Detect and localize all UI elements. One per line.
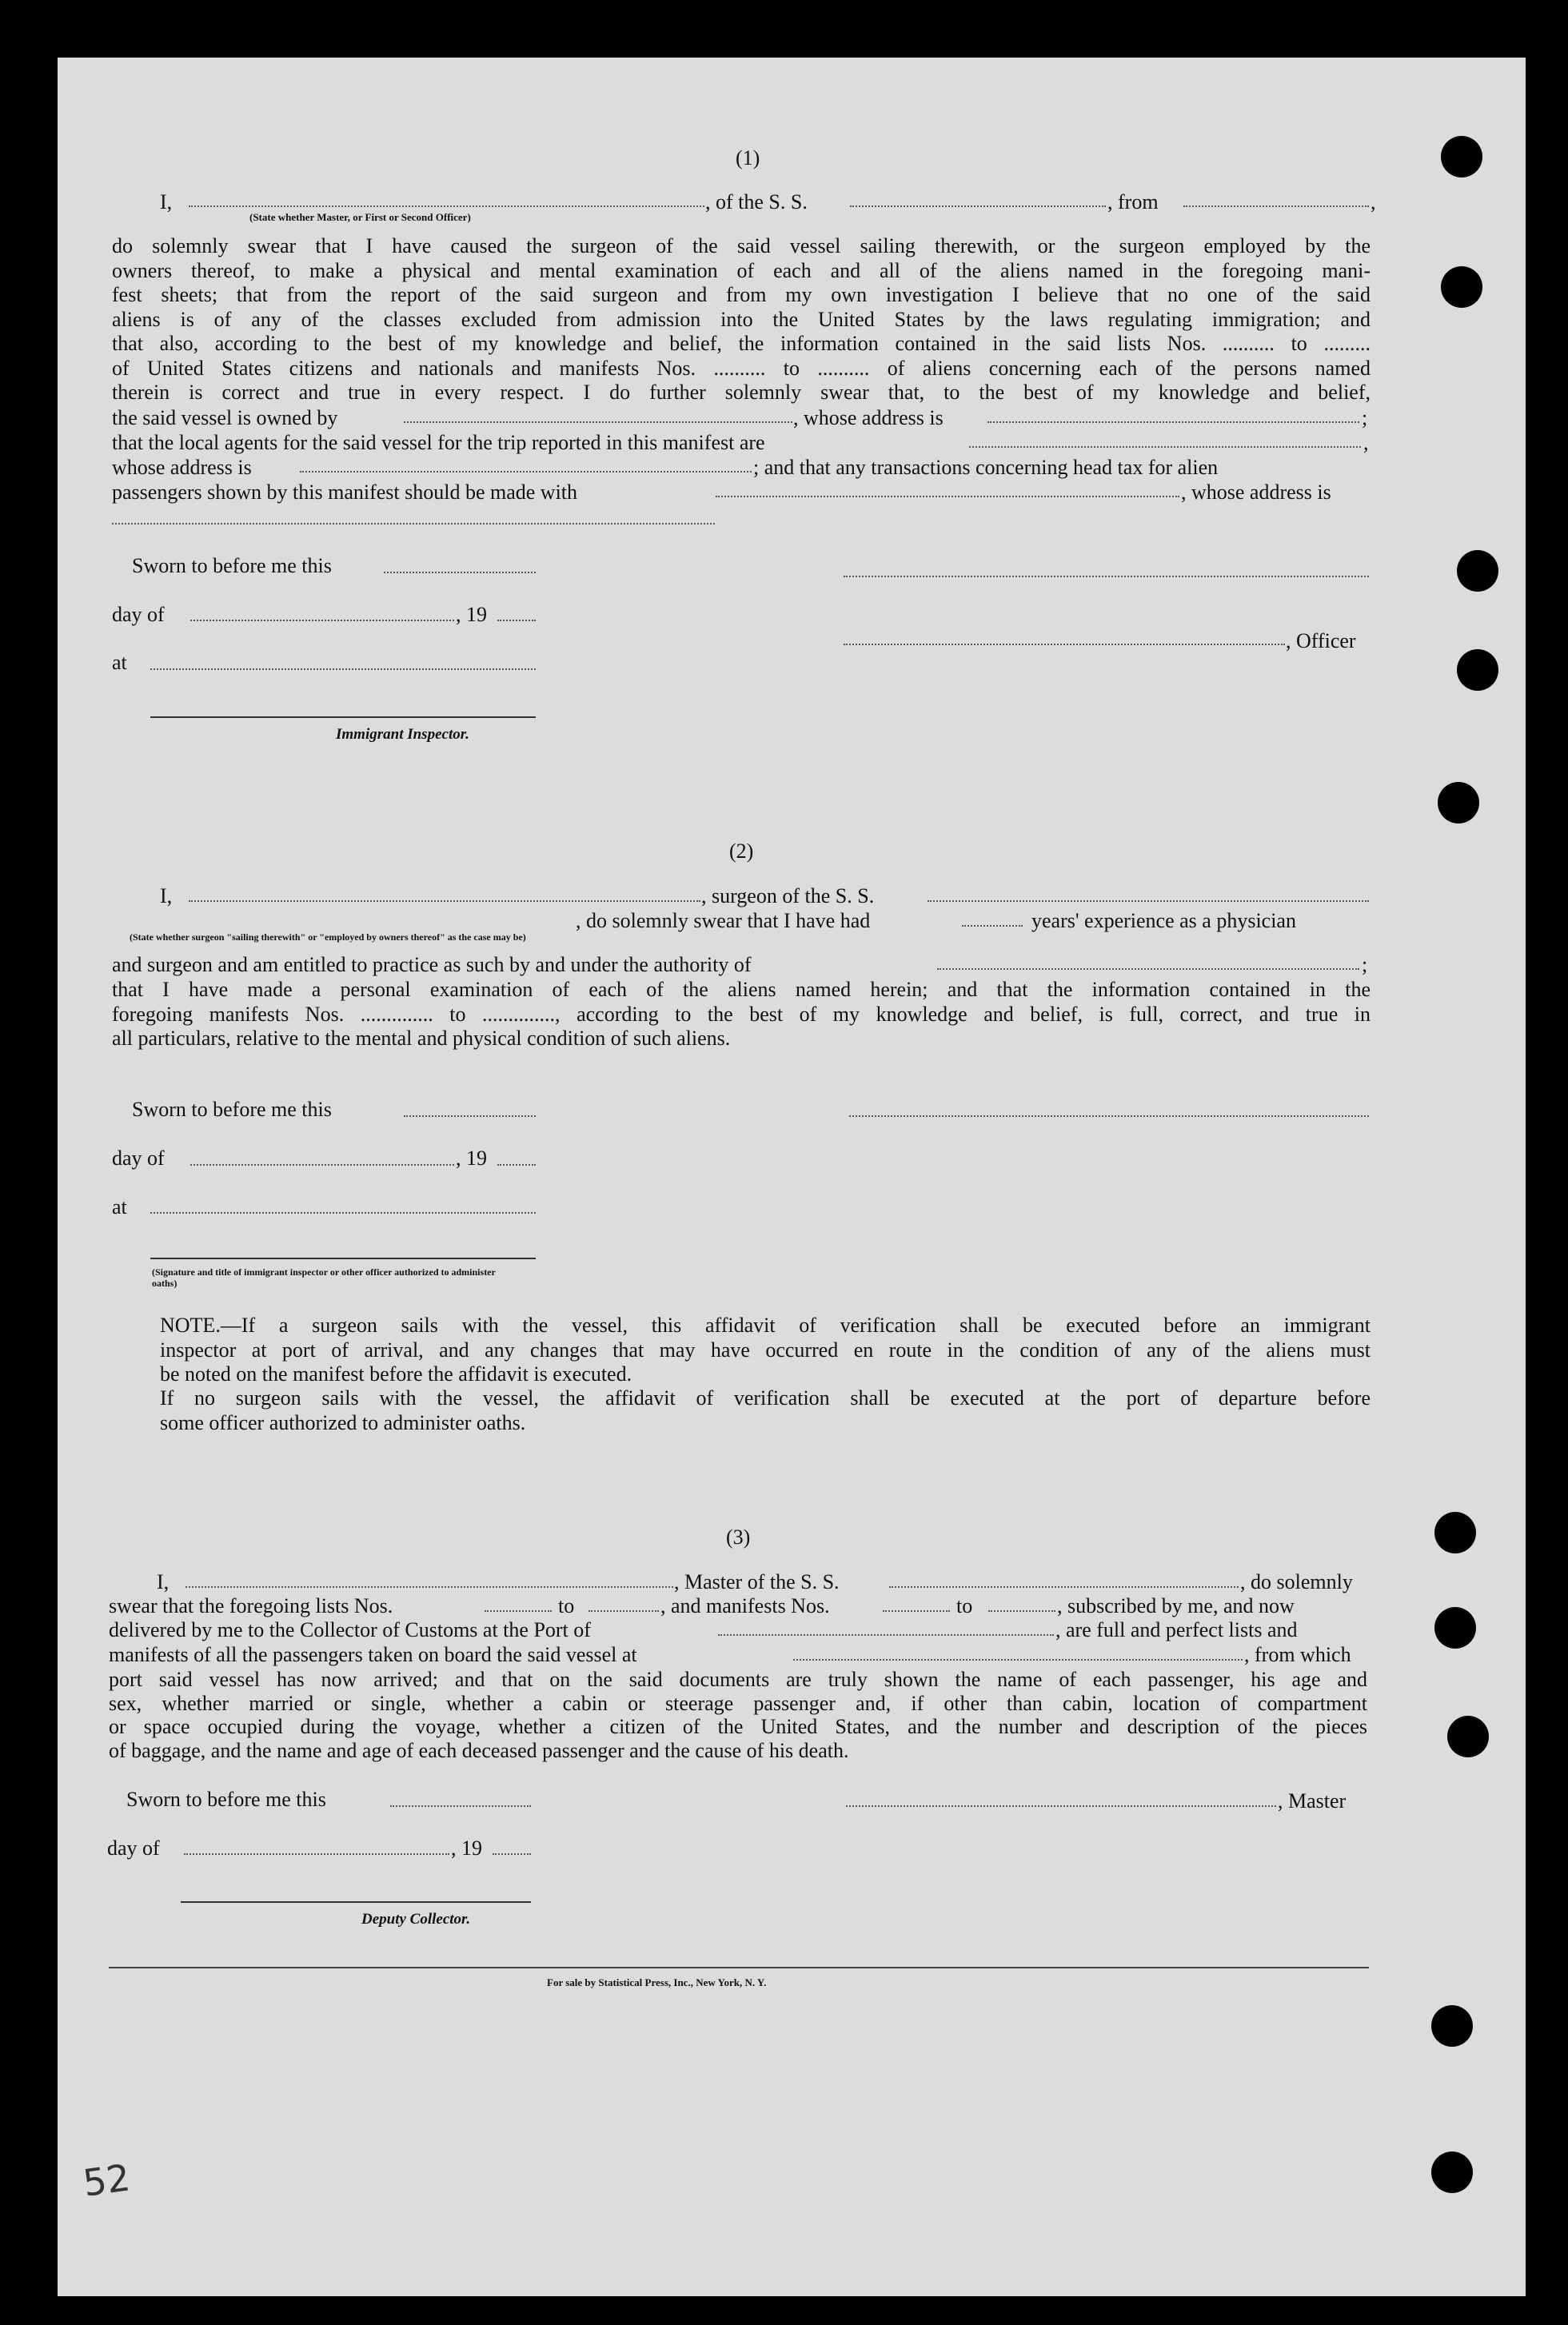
label-at: at — [112, 651, 127, 674]
label-subscribed: , subscribed by me, and now — [1057, 1594, 1295, 1617]
master-affidavit-paragraph: port said vessel has now arrived; and that on the said documents are truly shown the name of each passenger, his age and sex, whether married or single, whether a cabin or steerage passenger and, if other than cabin, location of compartment or space occupied during the voyage, whether a citizen of the United States, and the number and description of the pieces of baggage, and the name and age of each deceased passenger and the cause of his death. — [109, 1668, 1367, 1762]
label-19: , 19 — [456, 1147, 487, 1170]
vessel-field[interactable] — [850, 205, 1106, 207]
punch-hole — [1434, 1607, 1476, 1649]
owner-address-field[interactable] — [987, 421, 1359, 423]
year-field[interactable] — [497, 1164, 536, 1166]
surgeon-name-field[interactable] — [189, 900, 700, 902]
manifest-to-field[interactable] — [988, 1610, 1055, 1612]
printer-credit: For sale by Statistical Press, Inc., New York, N. Y. — [547, 1976, 767, 1988]
year-field[interactable] — [497, 620, 536, 621]
sworn-date-field[interactable] — [390, 1805, 531, 1807]
label-lists-nos: swear that the foregoing lists Nos. — [109, 1594, 393, 1617]
semicolon: ; — [1362, 953, 1368, 976]
years-field[interactable] — [962, 925, 1023, 927]
from-field[interactable] — [1183, 205, 1369, 207]
comma: , — [1371, 190, 1376, 213]
label-officer: , Officer — [1286, 629, 1356, 652]
punch-hole — [1457, 649, 1498, 691]
label-of-ss: , of the S. S. — [705, 190, 808, 213]
punch-hole — [1441, 136, 1482, 177]
note-paragraph: NOTE.—If a surgeon sails with the vessel, this affidavit of verification shall be executed before an immigrant inspector at port of arrival, and any changes that may have occurred en route in the condition of any of the aliens must be noted on the manifest before the affidavit is executed. — [160, 1314, 1371, 1386]
label-whose-address: whose address is — [112, 456, 252, 479]
departure-port-field[interactable] — [793, 1659, 1243, 1661]
label-years-experience: years' experience as a physician — [1031, 909, 1296, 932]
punch-hole — [1431, 2005, 1473, 2047]
collector-caption: Deputy Collector. — [361, 1911, 471, 1928]
label-master-of-ss: , Master of the S. S. — [674, 1570, 840, 1593]
affidavit-paragraph: do solemnly swear that I have caused the surgeon of the said vessel sailing therewith, or the surgeon employed by the owners thereof, to make a physical and mental examination of each and all of the aliens named in the foregoing mani- fest sheets; that from the report of the said surgeon and from my own investigation I believe that no one of the said aliens is of any of the classes excluded from admission into the United States by the laws regulating immigration; and that also, according to the best of my knowledge and belief, the information contained in the said lists Nos. .......... to ......... of United States citizens and nationals and manifests Nos. .......... to .......... of aliens concerning each of the persons named therein is correct and true in every respect. I do further solemnly swear that, to the best of my knowledge and belief, — [112, 234, 1371, 404]
authority-field[interactable] — [937, 968, 1359, 970]
label-from-which: , from which — [1244, 1643, 1351, 1666]
field-note: (State whether Master, or First or Second Officer) — [249, 211, 471, 223]
sworn-date-field[interactable] — [404, 1115, 536, 1117]
master-signature-field[interactable] — [846, 1805, 1276, 1807]
day-field[interactable] — [190, 1164, 454, 1166]
label-sworn: Sworn to before me this — [132, 554, 332, 577]
label-day-of: day of — [112, 1147, 165, 1170]
label-day-of: day of — [107, 1836, 160, 1860]
vessel-field[interactable] — [889, 1586, 1239, 1588]
label-do-solemnly: , do solemnly — [1240, 1570, 1353, 1593]
name-field[interactable] — [189, 205, 704, 207]
label-manifests-nos: , and manifests Nos. — [660, 1594, 830, 1617]
label-at: at — [112, 1195, 127, 1218]
label-owned-by: the said vessel is owned by — [112, 406, 338, 429]
label-surgeon-of-ss: , surgeon of the S. S. — [701, 884, 875, 907]
place-field[interactable] — [150, 668, 536, 670]
day-field[interactable] — [190, 620, 454, 621]
label-authority: and surgeon and am entitled to practice as such by and under the authority of — [112, 953, 752, 976]
comma: , — [1363, 431, 1369, 454]
port-field[interactable] — [718, 1634, 1054, 1636]
label-19: , 19 — [456, 603, 487, 626]
officer-name-field[interactable] — [844, 576, 1369, 577]
list-from-field[interactable] — [485, 1610, 552, 1612]
punch-hole — [1447, 1716, 1489, 1757]
label-from: , from — [1107, 190, 1159, 213]
label-full-perfect: , are full and perfect lists and — [1055, 1618, 1298, 1641]
semicolon: ; — [1362, 406, 1368, 429]
surgeon-signature-field[interactable] — [849, 1115, 1369, 1117]
label-swear-years: , do solemnly swear that I have had — [576, 909, 871, 932]
punch-hole — [1438, 782, 1479, 824]
signer-note: (Signature and title of immigrant inspector or other officer authorized to administer oaths) — [152, 1266, 496, 1289]
head-tax-agent-field[interactable] — [716, 496, 1179, 497]
officer-title-field[interactable] — [844, 644, 1285, 645]
field-note: (State whether surgeon "sailing therewith" or "employed by owners thereof" as the case may be) — [130, 931, 526, 943]
punch-hole — [1457, 550, 1498, 592]
surgeon-affidavit-paragraph: that I have made a personal examination of each of the aliens named herein; and that the information contained in the foregoing manifests Nos. .............. to .............., according to the best of my knowledge and belief, is full, correct, and true in all particulars, relative to the mental and physical condition of such aliens. — [112, 978, 1371, 1050]
label-sworn: Sworn to before me this — [126, 1788, 326, 1811]
label-head-tax: ; and that any transactions concerning head tax for alien — [753, 456, 1219, 479]
inspector-caption: Immigrant Inspector. — [336, 726, 469, 743]
place-field[interactable] — [150, 1212, 536, 1214]
list-to-field[interactable] — [588, 1610, 659, 1612]
label-to: to — [956, 1594, 973, 1617]
section-number: (1) — [736, 146, 760, 169]
label-passengers-shown: passengers shown by this manifest should be made with — [112, 481, 578, 504]
label-whose-address: , whose address is — [793, 406, 944, 429]
label-local-agents: that the local agents for the said vessel for the trip reported in this manifest are — [112, 431, 765, 454]
inspector-signature-line[interactable] — [150, 716, 536, 718]
master-name-field[interactable] — [186, 1586, 673, 1588]
section-number: (2) — [729, 839, 754, 863]
owner-field[interactable] — [404, 421, 792, 423]
no-surgeon-paragraph: If no surgeon sails with the vessel, the affidavit of verification shall be executed at the port of departure before some officer authorized to administer oaths. — [160, 1386, 1371, 1434]
label-i: I, — [160, 884, 173, 907]
label-i: I, — [160, 190, 173, 213]
label-day-of: day of — [112, 603, 165, 626]
punch-hole — [1431, 2152, 1473, 2193]
label-to: to — [558, 1594, 575, 1617]
label-master: , Master — [1278, 1789, 1347, 1813]
year-field[interactable] — [493, 1853, 531, 1855]
label-sworn: Sworn to before me this — [132, 1098, 332, 1121]
collector-signature-line[interactable] — [181, 1901, 531, 1903]
label-whose-address: , whose address is — [1181, 481, 1331, 504]
agents-address-field[interactable] — [300, 471, 752, 473]
label-manifests-all: manifests of all the passengers taken on board the said vessel at — [109, 1643, 637, 1666]
label-19: , 19 — [451, 1836, 482, 1860]
head-tax-address-field[interactable] — [112, 523, 715, 524]
manifest-from-field[interactable] — [883, 1610, 950, 1612]
day-field[interactable] — [184, 1853, 449, 1855]
label-delivered: delivered by me to the Collector of Customs at the Port of — [109, 1618, 591, 1641]
footer-rule — [109, 1967, 1369, 1968]
vessel-field[interactable] — [928, 900, 1369, 902]
label-i: I, — [157, 1570, 170, 1593]
agents-field[interactable] — [969, 446, 1361, 448]
section-number: (3) — [726, 1525, 751, 1549]
sworn-date-field[interactable] — [384, 572, 536, 573]
punch-hole — [1434, 1512, 1476, 1553]
inspector-signature-line[interactable] — [150, 1258, 536, 1259]
handwritten-page-number: 52 — [80, 2156, 134, 2205]
punch-hole — [1441, 266, 1482, 308]
